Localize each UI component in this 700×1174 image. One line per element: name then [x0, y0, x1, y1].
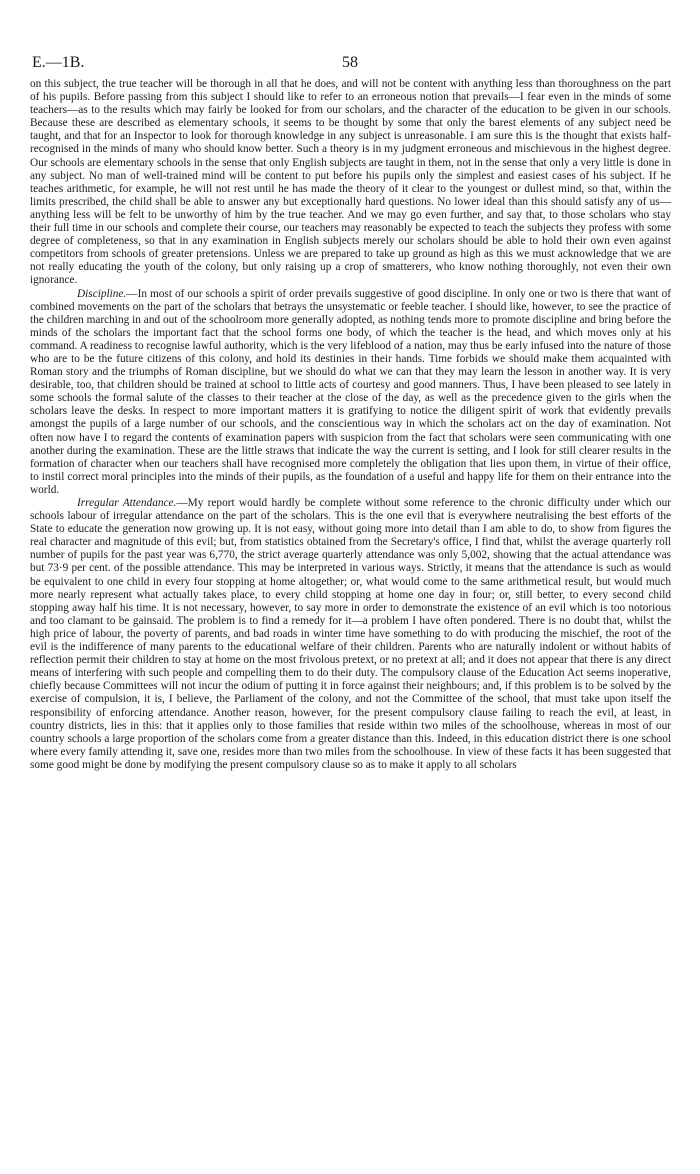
- section-heading-discipline: Discipline.: [77, 287, 127, 300]
- section-heading-irregular-attendance: Irregular Attendance.: [77, 497, 177, 509]
- paragraph-text: on this subject, the true teacher will be thorough in all that he does, and will not be content with anything less than thoroughness on the part of his pupils. Before passing from this subject I should like to refer to an erroneous notion that prevails—I fear even in the minds of some teachers—as to the results which may fairly be looked for from our scholars, and the character of the education to be given in our schools. Because these are described as elementary schools, it seems to be thought by some that only the barest elements of any subject need be taught, and that for an Inspector to look for thorough knowledge in any subject is unreasonable. I am sure this is the thought that exists half-recognised in the minds of many who should know better. Such a theory is in my judgment erroneous and mischievous in the highest degree. Our schools are elementary schools in the sense that only English subjects are taught in them, not in the sense that only a very little is done in any subject. No man of well-trained mind will be content to put before his pupils only the simplest and easiest cases of his subject. If he teaches arithmetic, for example, he will not rest until he has made the theory of it clear to the youngest or dullest mind, so that, within the limits prescribed, the child shall be able to answer any but exceptionally hard questions. No lower ideal than this should satisfy any of us—anything less will be felt to be unworthy of him by the true teacher. And we may go even further, and say that, to those scholars who stay their full time in our schools and complete their course, our teachers may reasonably be expected to teach the subjects they profess with some degree of completeness, so that in any examination in English subjects merely our scholars should be able to hold their own even against competitors from schools of greater pretensions. Unless we are prepared to take up ground as high as this we must acknowledge that we are not really educating the youth of the colony, but only raising up a crop of smatterers, who know nothing thoroughly, not even their own ignorance.: [30, 78, 671, 287]
- body-text: [30, 78, 671, 772]
- paragraph-irregular-attendance: [30, 497, 671, 772]
- paragraph-text: —In most of our schools a spirit of order prevails suggestive of good discipline. In only one or two is there that want of combined movements on the part of the scholars that betrays the unsystematic or feeble teacher. I should like, however, to see the practice of the children marching in and out of the schoolroom more generally adopted, as nothing tends more to promote discipline and bring before the minds of the scholars the important fact that the school forms one body, of which the teacher is the head, and which moves only at his command. A readiness to recognise lawful authority, which is the very lifeblood of a nation, may thus be early infused into the nature of those who are to be the future citizens of this colony, and hold its destinies in their hands. Time forbids we should make them acquainted with Roman story and the triumphs of Roman discipline, but we should do what we can that they may learn the lesson in another way. It is very desirable, too, that children should be trained at school to little acts of courtesy and good manners. Thus, I have been pleased to see lately in some schools the formal salute of the classes to their teacher at the close of the day, as well as the precedence given to the girls when the scholars leave the desks. In respect to more important matters it is gratifying to notice the diligent spirit of work that evidently prevails amongst the pupils of a large number of our schools, and the conscientious way in which the scholars act on the day of examination. Not often now have I to regard the contents of examination papers with suspicion from the fact that scholars were seen communicating with one another during the examination. These are the little straws that indicate the way the current is setting, and I look for still clearer results in the formation of character when our teachers shall have recognised more completely the obligation that lies upon them, in virtue of their office, to instil correct moral principles into the minds of their pupils, as the foundation of a useful and happy life for them on their entrance into the world.: [30, 287, 671, 496]
- document-reference: E.—1B.: [32, 54, 85, 71]
- page-header: [30, 54, 670, 74]
- paragraph-continuation: [30, 78, 671, 288]
- paragraph-discipline: [30, 288, 671, 498]
- page-number: 58: [342, 54, 358, 71]
- paragraph-text: —My report would hardly be complete without some reference to the chronic difficulty under which our schools labour of irregular attendance on the part of the scholars. This is the one evil that is everywhere neutralising the best efforts of the State to educate the generation now growing up. It is not easy, without going more into detail than I am able to do, to show from figures the real character and magnitude of this evil; but, from statistics obtained from the Secretary's office, I find that, whilst the average quarterly roll number of pupils for the past year was 6,770, the strict average quarterly attendance was only 5,002, showing that the actual attendance was but 73·9 per cent. of the possible attendance. This may be interpreted in various ways. Strictly, it means that the attendance is such as would be equivalent to one child in every four stopping at home altogether; or, what would come to the same arithmetical result, but would much more nearly represent what actually takes place, to every child stopping at home one day in four; or, still better, to every second child stopping away half his time. It is not necessary, however, to say more in order to demonstrate the existence of an evil which is too notorious and too clamant to be gainsaid. The problem is to find a remedy for it—a problem I have often pondered. There is no doubt that, whilst the high price of labour, the poverty of parents, and bad roads in winter time have something to do with producing the mischief, the root of the evil is the indifference of many parents to the educational welfare of their children. Parents who are naturally indolent or without habits of reflection permit their children to stay at home on the most frivolous pretext, or no pretext at all; and it does not appear that there is any direct means of interfering with such people and compelling them to do their duty. The compulsory clause of the Education Act seems inoperative, chiefly because Committees will not incur the odium of putting it in force against their neighbours; and, if this problem is to be solved by the exercise of compulsion, it is, I believe, the Parliament of the colony, and not the Committee of the school, that must take upon itself the responsibility of enforcing attendance. Another reason, however, for the present compulsory clause failing to reach the evil, at least, in country districts, lies in this: that it applies only to those families that reside within two miles of the schoolhouse, whereas in most of our country schools a large proportion of the scholars come from a greater distance than this. Indeed, in this education district there is one school where every family attending it, save one, resides more than two miles from the schoolhouse. In view of these facts it has been suggested that some good might be done by modifying the present compulsory clause so as to make it apply to all scholars: [30, 497, 671, 771]
